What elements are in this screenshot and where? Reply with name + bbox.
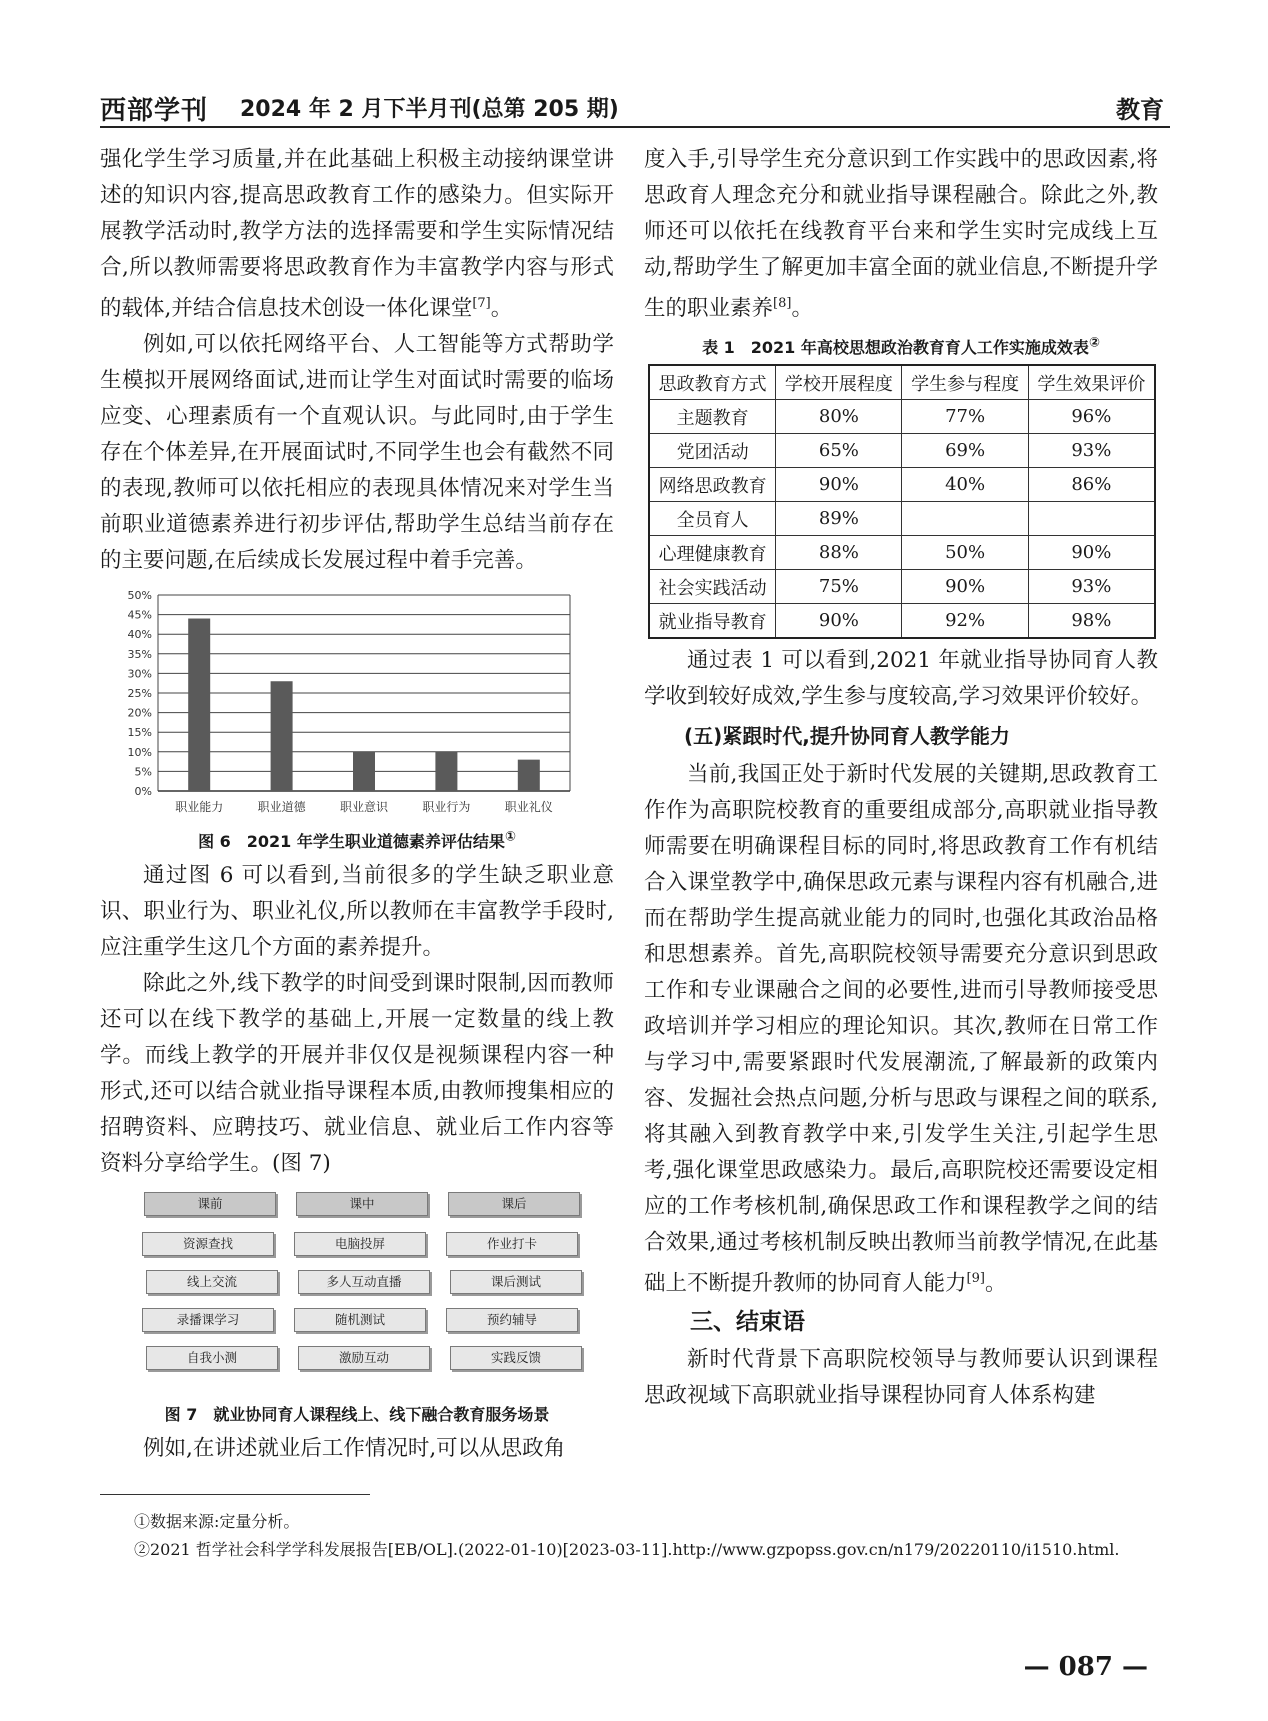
table-cell: 93% — [1028, 570, 1155, 604]
table-cell — [1028, 502, 1155, 536]
paragraph: 例如,在讲述就业后工作情况时,可以从思政角 — [143, 1436, 566, 1462]
table-cell: 党团活动 — [649, 434, 776, 468]
table-cell: 就业指导教育 — [649, 604, 776, 639]
y-tick-label: 20% — [127, 706, 152, 720]
table-cell: 50% — [902, 536, 1028, 570]
bar — [518, 760, 540, 791]
table-cell: 90% — [1028, 536, 1155, 570]
flow-stage-header: 课后 — [448, 1192, 580, 1216]
table-header-row — [649, 365, 1155, 400]
flow-diagram — [100, 1188, 614, 1398]
table-header-cell: 学生参与程度 — [902, 365, 1028, 400]
table-cell: 社会实践活动 — [649, 570, 776, 604]
footnotes — [100, 1508, 1170, 1564]
table-cell — [902, 502, 1028, 536]
citation: [9] — [966, 1271, 985, 1287]
table-cell: 92% — [902, 604, 1028, 639]
page-number: — 087 — — [1023, 1652, 1148, 1682]
results-table — [648, 364, 1156, 639]
table-cell: 75% — [776, 570, 902, 604]
y-tick-label: 15% — [127, 726, 152, 740]
figure-caption: 图 7 就业协同育人课程线上、线下融合教育服务场景 — [164, 1405, 550, 1425]
table-header-cell: 思政教育方式 — [649, 365, 776, 400]
flow-step-box: 激励互动 — [298, 1346, 430, 1370]
bar-chart — [100, 585, 614, 825]
paragraph: 除此之外,线下教学的时间受到课时限制,因而教师还可以在线下教学的基础上,开展一定数量的线上教学。而线上教学的开展并非仅仅是视频课程内容一种形式,还可以结合就业指导课程本质,由教师搜集相应的招聘资料、应聘技巧、就业信息、就业后工作内容等资料分享给学生。(图 7) — [100, 971, 614, 1177]
bar — [271, 681, 293, 791]
chart-svg — [100, 585, 614, 825]
flow-step-box: 自我小测 — [146, 1346, 278, 1370]
bar — [435, 752, 457, 791]
flow-step-box: 资源查找 — [142, 1232, 274, 1256]
flow-step-box: 预约辅导 — [446, 1308, 578, 1332]
flow-step-box: 课后测试 — [450, 1270, 582, 1294]
flow-step-box: 作业打卡 — [446, 1232, 578, 1256]
flow-step-box: 线上交流 — [146, 1270, 278, 1294]
page-header — [100, 86, 1170, 128]
x-tick-label: 职业行为 — [422, 800, 471, 815]
flow-step-box: 随机测试 — [294, 1308, 426, 1332]
paragraph: 新时代背景下高职院校领导与教师要认识到课程思政视域下高职就业指导课程协同育人体系构建 — [644, 1347, 1158, 1409]
issue-info: 2024 年 2 月下半月刊(总第 205 期) — [240, 97, 619, 122]
table-cell: 90% — [902, 570, 1028, 604]
table-cell: 93% — [1028, 434, 1155, 468]
y-tick-label: 40% — [127, 628, 152, 642]
flow-stage-header: 课前 — [144, 1192, 276, 1216]
table-cell: 69% — [902, 434, 1028, 468]
table-cell: 89% — [776, 502, 902, 536]
footnote-1: ①数据来源:定量分析。 — [134, 1512, 300, 1531]
flow-step-box: 电脑投屏 — [294, 1232, 426, 1256]
table-row — [649, 604, 1155, 639]
footnote-2: ②2021 哲学社会科学学科发展报告[EB/OL].(2022-01-10)[2023-03-11].http://www.gzpopss.gov.cn/n179/20220110/i1510.html. — [134, 1540, 1120, 1559]
figure-caption: 图 6 2021 年学生职业道德素养评估结果① — [198, 829, 516, 852]
subsection-heading: (五)紧跟时代,提升协同育人教学能力 — [684, 724, 1010, 749]
table-cell: 网络思政教育 — [649, 468, 776, 502]
x-tick-label: 职业意识 — [339, 800, 389, 815]
flow-step-box: 多人互动直播 — [298, 1270, 430, 1294]
y-tick-label: 25% — [127, 687, 152, 701]
table-row — [649, 502, 1155, 536]
bar — [353, 752, 375, 791]
flow-step-box: 实践反馈 — [450, 1346, 582, 1370]
left-column — [100, 142, 614, 1467]
y-tick-label: 50% — [127, 589, 152, 603]
paragraph: 度入手,引导学生充分意识到工作实践中的思政因素,将思政育人理念充分和就业指导课程融合。除此之外,教师还可以依托在线教育平台来和学生实时完成线上互动,帮助学生了解更加丰富全面的就业信息,不断提升学生的职业素养[8]。 — [644, 147, 1158, 322]
table-row — [649, 468, 1155, 502]
y-tick-label: 10% — [127, 745, 152, 759]
paragraph: 通过图 6 可以看到,当前很多的学生缺乏职业意识、职业行为、职业礼仪,所以教师在丰富教学手段时,应注重学生这几个方面的素养提升。 — [100, 863, 614, 961]
table-cell: 全员育人 — [649, 502, 776, 536]
table-cell: 86% — [1028, 468, 1155, 502]
table-header-cell: 学生效果评价 — [1028, 365, 1155, 400]
right-column — [644, 142, 1158, 1414]
table-header-cell: 学校开展程度 — [776, 365, 902, 400]
journal-name: 西部学刊 — [100, 96, 209, 126]
y-tick-label: 45% — [127, 608, 152, 622]
table-cell: 77% — [902, 400, 1028, 434]
table-cell: 80% — [776, 400, 902, 434]
x-tick-label: 职业能力 — [175, 800, 224, 815]
table-cell: 98% — [1028, 604, 1155, 639]
paragraph: 当前,我国正处于新时代发展的关键期,思政教育工作作为高职院校教育的重要组成部分,高职就业指导教师需要在明确课程目标的同时,将思政教育工作有机结合入课堂教学中,确保思政元素与课程内容有机融合,进而在帮助学生提高就业能力的同时,也强化其政治品格和思想素养。首先,高职院校领导需要充分意识到思政工作和专业课融合之间的必要性,进而引导教师接受思政培训并学习相应的理论知识。其次,教师在日常工作与学习中,需要紧跟时代发展潮流,了解最新的政策内容、发掘社会热点问题,分析与思政与课程之间的联系,将其融入到教育教学中来,引发学生关注,引起学生思考,强化课堂思政感染力。最后,高职院校还需要设定相应的工作考核机制,确保思政工作和课程教学之间的结合效果,通过考核机制反映出教师当前教学情况,在此基础上不断提升教师的协同育人能力[9]。 — [644, 762, 1158, 1297]
table-cell: 90% — [776, 604, 902, 639]
table-cell: 96% — [1028, 400, 1155, 434]
y-tick-label: 0% — [134, 785, 152, 799]
table-row — [649, 434, 1155, 468]
y-tick-label: 5% — [134, 765, 152, 779]
table-cell: 88% — [776, 536, 902, 570]
table-cell: 心理健康教育 — [649, 536, 776, 570]
bar — [188, 619, 210, 791]
table-row — [649, 400, 1155, 434]
flow-step-box: 录播课学习 — [142, 1308, 274, 1332]
table-row — [649, 570, 1155, 604]
y-tick-label: 30% — [127, 667, 152, 681]
table-cell: 40% — [902, 468, 1028, 502]
y-tick-label: 35% — [127, 647, 152, 661]
table-cell: 65% — [776, 434, 902, 468]
table-row — [649, 536, 1155, 570]
table-caption: 表 1 2021 年高校思想政治教育育人工作实施成效表② — [702, 335, 1100, 358]
table-cell: 主题教育 — [649, 400, 776, 434]
footnote-divider — [100, 1494, 370, 1495]
section-label: 教育 — [1116, 96, 1164, 124]
paragraph: 例如,可以依托网络平台、人工智能等方式帮助学生模拟开展网络面试,进而让学生对面试时需要的临场应变、心理素质有一个直观认识。与此同时,由于学生存在个体差异,在开展面试时,不同学生也会有截然不同的表现,教师可以依托相应的表现具体情况来对学生当前职业道德素养进行初步评估,帮助学生总结当前存在的主要问题,在后续成长发展过程中着手完善。 — [100, 332, 614, 574]
x-tick-label: 职业道德 — [257, 800, 306, 815]
section-heading: 三、结束语 — [690, 1309, 805, 1336]
citation: [7] — [472, 296, 491, 311]
paragraph: 通过表 1 可以看到,2021 年就业指导协同育人教学收到较好成效,学生参与度较高,学习效果评价较好。 — [644, 648, 1158, 710]
citation: [8] — [773, 296, 792, 311]
x-tick-label: 职业礼仪 — [504, 800, 553, 815]
flow-stage-header: 课中 — [296, 1192, 428, 1216]
paragraph: 强化学生学习质量,并在此基础上积极主动接纳课堂讲述的知识内容,提高思政教育工作的感染力。但实际开展教学活动时,教学方法的选择需要和学生实际情况结合,所以教师需要将思政教育作为丰富教学内容与形式的载体,并结合信息技术创设一体化课堂[7]。 — [100, 147, 614, 322]
table-cell: 90% — [776, 468, 902, 502]
